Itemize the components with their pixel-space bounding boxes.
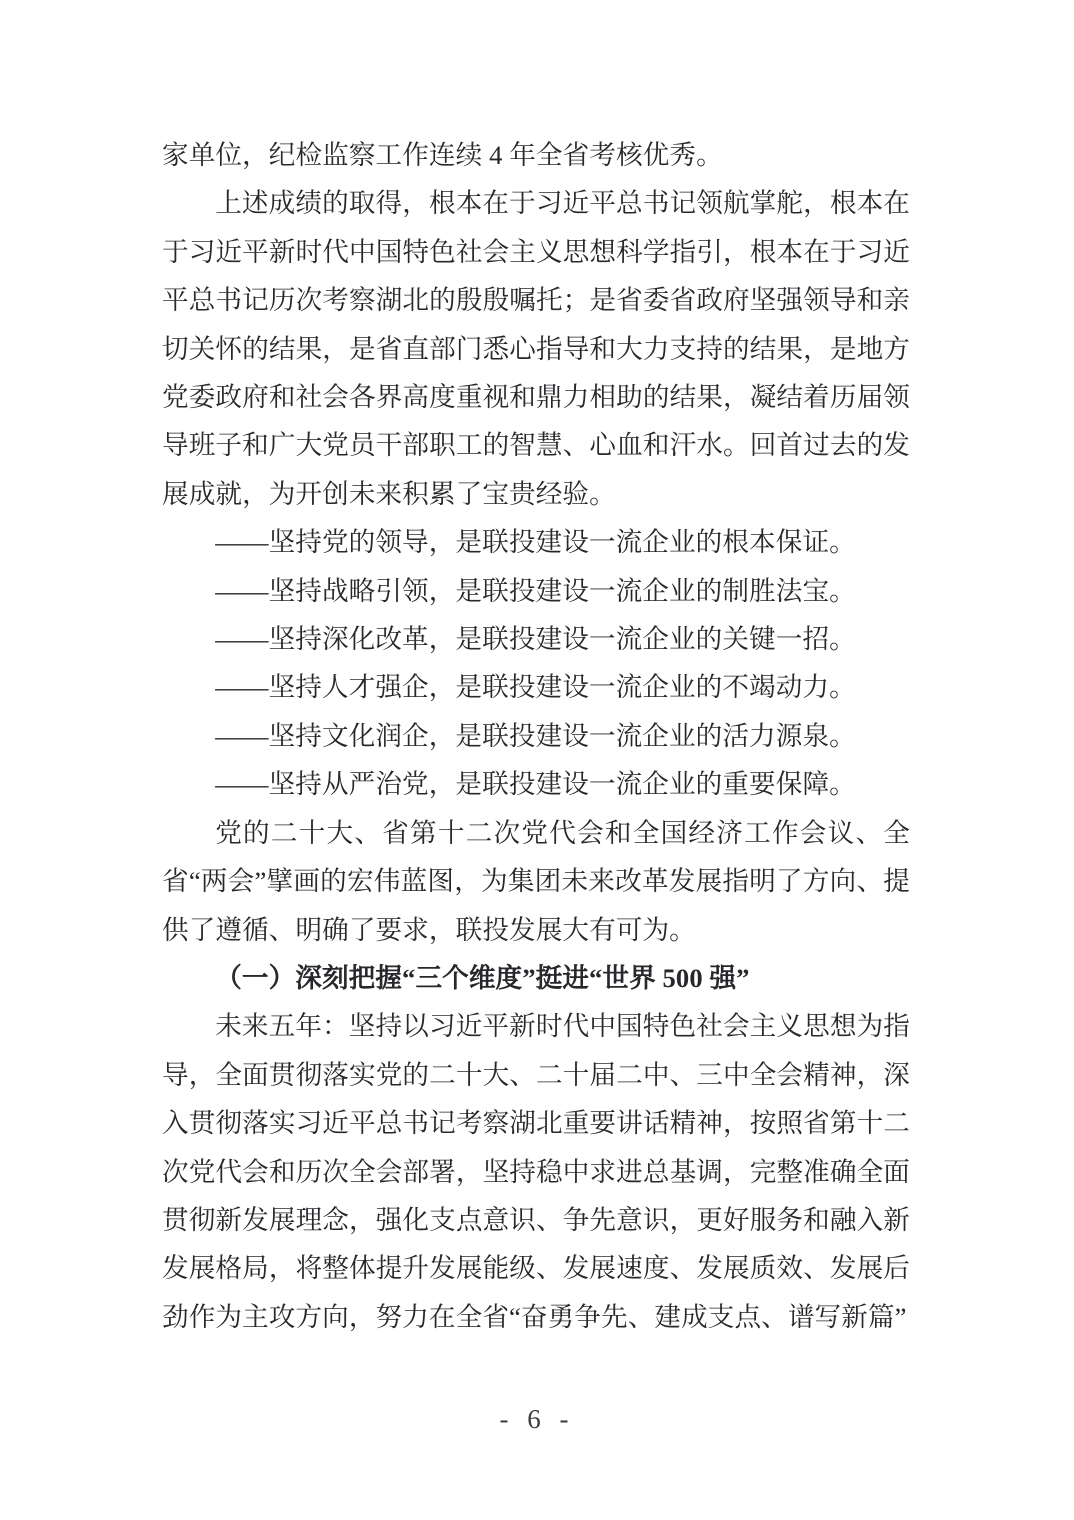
body-paragraph: 上述成绩的取得，根本在于习近平总书记领航掌舵，根本在于习近平新时代中国特色社会主义思想科学指引，根本在于习近平总书记历次考察湖北的殷殷嘱托；是省委省政府坚强领导和亲切关怀的结果，是省直部门悉心指导和大力支持的结果，是地方党委政府和社会各界高度重视和鼎力相助的结果，凝结着历届领导班子和广大党员干部职工的智慧、心血和汗水。回首过去的发展成就，为开创未来积累了宝贵经验。	[162, 188, 910, 509]
body-paragraph: 家单位，纪检监察工作连续 4 年全省考核优秀。	[162, 140, 723, 170]
dash-item-paragraph: ——坚持战略引领，是联投建设一流企业的制胜法宝。	[215, 575, 856, 606]
body-paragraph: 未来五年：坚持以习近平新时代中国特色社会主义思想为指导，全面贯彻落实党的二十大、二十届二中、三中全会精神，深入贯彻落实习近平总书记考察湖北重要讲话精神，按照省第十二次党代会和历次全会部署，坚持稳中求进总基调，完整准确全面贯彻新发展理念，强化支点意识、争先意识，更好服务和融入新发展格局，将整体提升发展能级、发展速度、发展质效、发展后劲作为主攻方向，努力在全省“奋勇争先、建成支点、谱写新篇”	[162, 1011, 910, 1332]
dash-item-paragraph: ——坚持从严治党，是联投建设一流企业的重要保障。	[215, 769, 856, 800]
body-paragraph: 党的二十大、省第十二次党代会和全国经济工作会议、全省“两会”擘画的宏伟蓝图，为集团未来改革发展指明了方向、提供了遵循、明确了要求，联投发展大有可为。	[162, 817, 910, 945]
dash-item-paragraph: ——坚持人才强企，是联投建设一流企业的不竭动力。	[215, 672, 856, 703]
dash-item-paragraph: ——坚持党的领导，是联投建设一流企业的根本保证。	[215, 527, 856, 558]
page-number: - 6 -	[499, 1404, 575, 1434]
dash-item-paragraph: ——坚持文化润企，是联投建设一流企业的活力源泉。	[215, 720, 856, 751]
section-heading: （一）深刻把握“三个维度”挺进“世界 500 强”	[215, 962, 750, 993]
document-body	[162, 131, 910, 1341]
dash-item-paragraph: ——坚持深化改革，是联投建设一流企业的关键一招。	[215, 624, 856, 655]
